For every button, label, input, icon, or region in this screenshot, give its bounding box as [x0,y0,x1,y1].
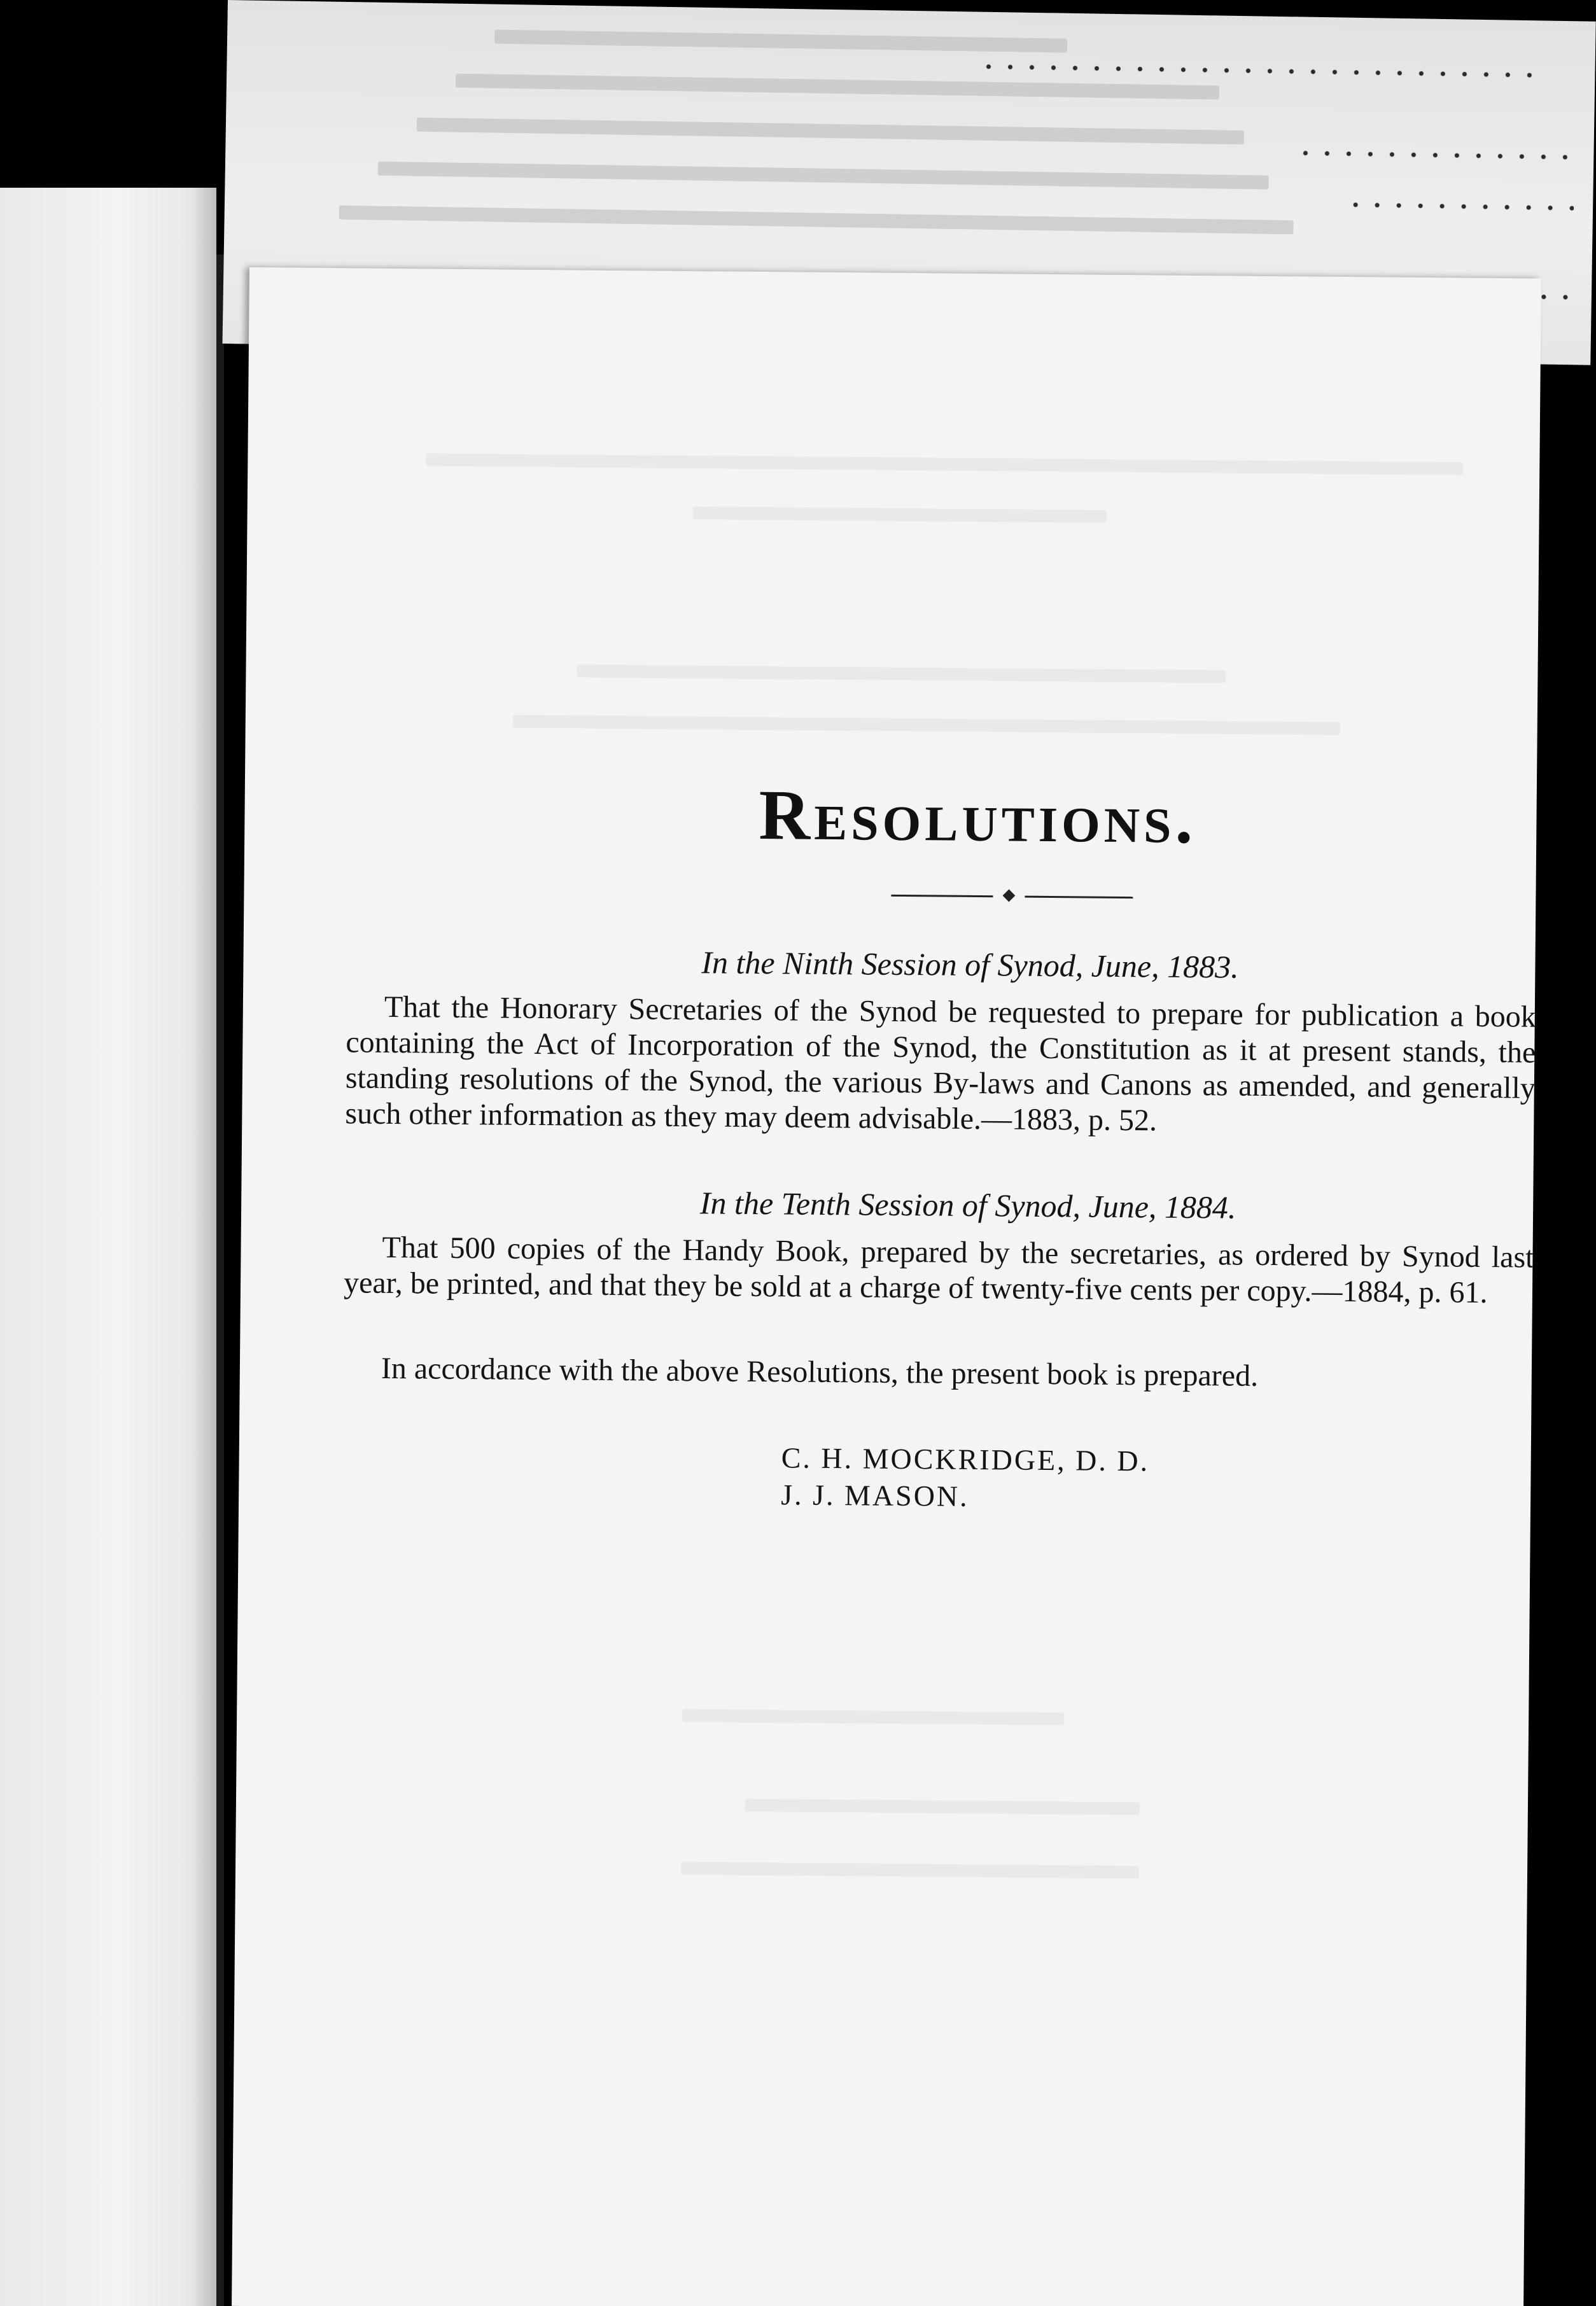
show-through-line [513,715,1340,735]
show-through-line [426,453,1463,475]
facing-page-shadow [191,188,216,2306]
signatory-name: C. H. MOCKRIDGE, D. D. [781,1441,1150,1478]
signature-block [781,1439,1532,1520]
show-through-line [682,1709,1064,1725]
document-page [232,267,1541,2306]
signatory-name: J. J. MASON. [780,1478,969,1513]
book-gutter [216,255,224,2306]
closing-statement: In accordance with the above Resolutions, the present book is prepared. [381,1351,1259,1393]
show-through-line [681,1862,1139,1878]
resolutions-content [342,771,1538,1520]
facing-page [0,188,216,2306]
resolution-1884-text: That 500 copies of the Handy Book, prepared by the secretaries, as ordered by Synod last year, be printed, and that they be sold at a charge of twenty-five cents per copy.—1884, p. 61. [343,1230,1534,1310]
title-ornament [891,890,1133,903]
resolution-1883-text: That the Honorary Secretaries of the Synod be requested to prepare for publication a book containing the Act of Incorporation of the Synod, the Constitution as it at present stands, the standing resolutions of the Synod, the various By-laws and Canons as amended, and generally such other information as they may deem advisable.—1883, p. 52. [345,989,1537,1138]
page-title: Resolutions. [758,776,1198,859]
show-through-line [745,1799,1140,1815]
section-heading-1883: In the Ninth Session of Synod, June, 1883. [701,944,1239,985]
show-through-line [577,665,1226,683]
show-through-line [693,507,1107,523]
section-heading-1884: In the Tenth Session of Synod, June, 1884. [699,1185,1236,1226]
